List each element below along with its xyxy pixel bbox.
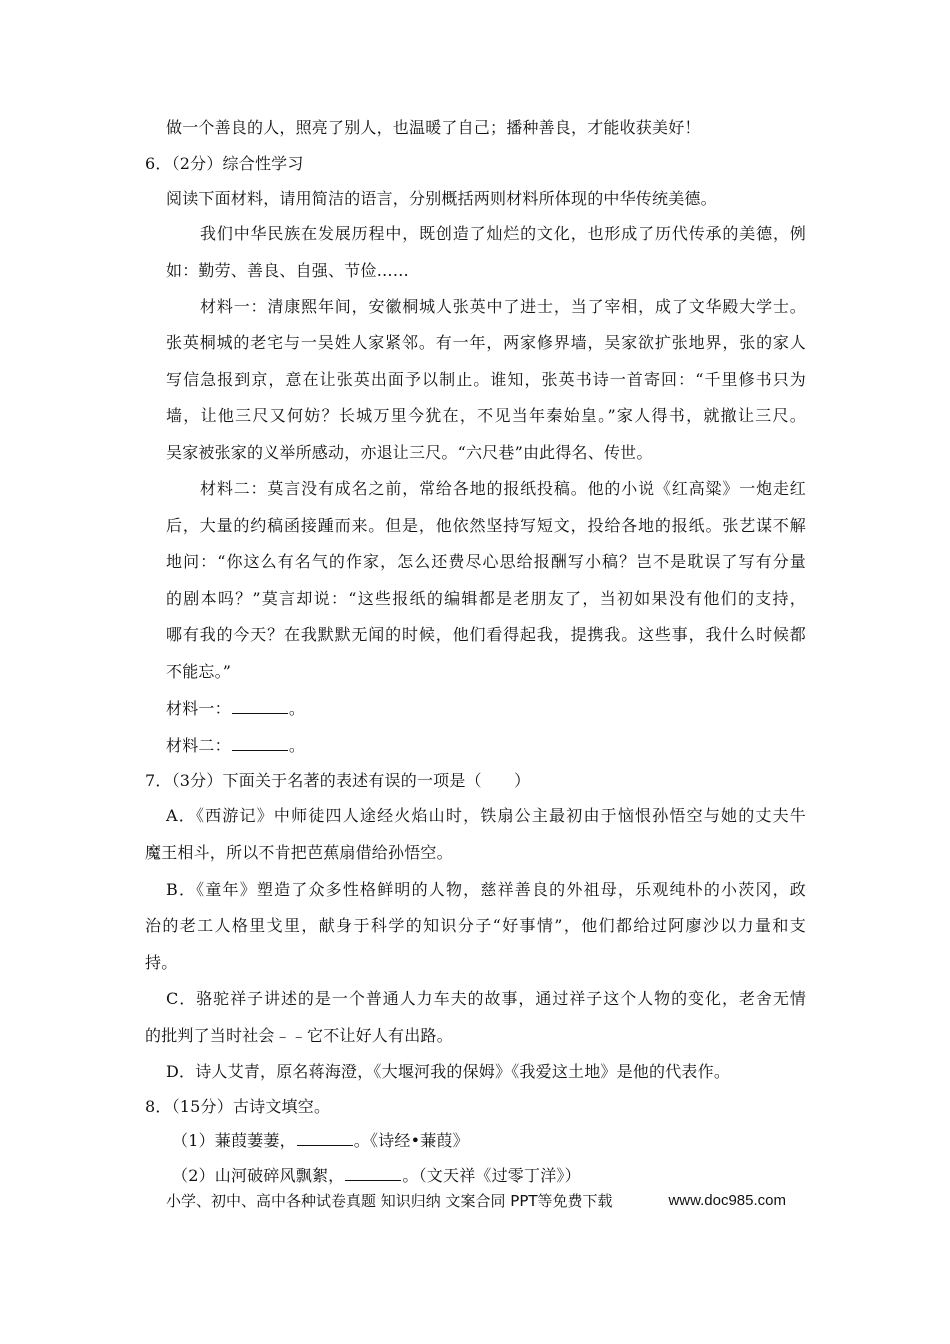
answer-label: 材料一： xyxy=(166,699,231,718)
answer-material-one xyxy=(166,699,305,719)
option-a: A．《西游记》中师徒四人途经火焰山时，铁扇公主最初由于恼恨孙悟空与她的丈夫牛 xyxy=(166,806,806,825)
fill-in-source: 。（文天祥《过零丁洋》） xyxy=(402,1166,581,1185)
material-two-line: 地问：“你这么有名气的作家，怎么还费尽心思给报酬写小稿？岂不是耽误了写有分量 xyxy=(166,552,806,571)
page-footer xyxy=(166,1191,806,1211)
question-7-heading: 7．（3分）下面关于名著的表述有误的一项是（ ） xyxy=(145,771,531,790)
material-one-line: 吴家被张家的义举所感动，亦退让三尺。“六尺巷”由此得名、传世。 xyxy=(166,443,653,462)
option-c-cont: 的批判了当时社会﹣﹣它不让好人有出路。 xyxy=(145,1026,453,1045)
fill-in-source: 。《诗经•蒹葭》 xyxy=(353,1131,469,1150)
footer-website[interactable]: www.doc985.com xyxy=(668,1192,786,1209)
material-one-line: 写信急报到京，意在让张英出面予以制止。谁知，张英书诗一首寄回：“千里修书只为 xyxy=(166,370,806,389)
material-one-line: 材料一：清康熙年间，安徽桐城人张英中了进士，当了宰相，成了文华殿大学士。 xyxy=(200,297,806,316)
answer-material-two xyxy=(166,736,305,756)
text-line: 如：勤劳、善良、自强、节俭…… xyxy=(166,261,410,280)
material-two-line: 哪有我的今天？在我默默无闻的时候，他们看得起我，提携我。这些事，我什么时候都 xyxy=(166,625,806,644)
material-two-line: 不能忘。” xyxy=(166,662,232,681)
option-a-cont: 魔王相斗，所以不肯把芭蕉扇借给孙悟空。 xyxy=(145,843,453,862)
material-two-line: 材料二：莫言没有成名之前，常给各地的报纸投稿。他的小说《红高粱》一炮走红 xyxy=(200,479,806,498)
material-one-line: 墙，让他三尺又何妨？长城万里今犹在，不见当年秦始皇。”家人得书，就撤让三尺。 xyxy=(166,406,806,425)
question-6-instruction: 阅读下面材料，请用简洁的语言，分别概括两则材料所体现的中华传统美德。 xyxy=(166,189,717,208)
option-b-cont: 治的老工人格里戈里，献身于科学的知识分子“好事情”，他们都给过阿廖沙以力量和支 xyxy=(145,916,806,935)
answer-suffix: 。 xyxy=(288,736,306,755)
option-b-cont: 持。 xyxy=(145,953,178,972)
material-one-line: 张英桐城的老宅与一吴姓人家紧邻。有一年，两家修界墙，吴家欲扩张地界，张的家人 xyxy=(166,333,806,352)
question-8-heading: 8．（15分）古诗文填空。 xyxy=(145,1097,331,1116)
text-line: 做一个善良的人，照亮了别人，也温暖了自己；播种善良，才能收获美好！ xyxy=(166,118,701,137)
material-two-line: 后，大量的约稿函接踵而来。但是，他依然坚持写短文，投给各地的报纸。张艺谋不解 xyxy=(166,516,806,535)
text-line: 我们中华民族在发展历程中，既创造了灿烂的文化，也形成了历代传承的美德，例 xyxy=(200,224,806,243)
material-two-line: 的剧本吗？”莫言却说：“这些报纸的编辑都是老朋友了，当初如果没有他们的支持， xyxy=(166,589,806,608)
answer-suffix: 。 xyxy=(288,699,306,718)
fill-in-prompt: （2）山河破碎风飘絮， xyxy=(172,1166,345,1185)
answer-label: 材料二： xyxy=(166,736,231,755)
answer-blank[interactable] xyxy=(232,736,288,751)
fill-in-1 xyxy=(172,1131,469,1151)
fill-in-2 xyxy=(172,1166,581,1186)
answer-blank[interactable] xyxy=(232,699,288,714)
answer-blank[interactable] xyxy=(297,1131,353,1146)
option-d: D．诗人艾青，原名蒋海澄，《大堰河我的保姆》《我爱这土地》是他的代表作。 xyxy=(166,1062,731,1081)
question-6-heading: 6．（2分）综合性学习 xyxy=(145,154,304,173)
fill-in-prompt: （1）蒹葭萋萋， xyxy=(172,1131,296,1150)
footer-text: 小学、初中、高中各种试卷真题 知识归纳 文案合同 PPT等免费下载 xyxy=(166,1192,613,1210)
answer-blank[interactable] xyxy=(345,1166,401,1181)
option-c: C．骆驼祥子讲述的是一个普通人力车夫的故事，通过祥子这个人物的变化，老舍无情 xyxy=(166,989,806,1008)
option-b: B．《童年》塑造了众多性格鲜明的人物，慈祥善良的外祖母，乐观纯朴的小茨冈，政 xyxy=(166,880,806,899)
